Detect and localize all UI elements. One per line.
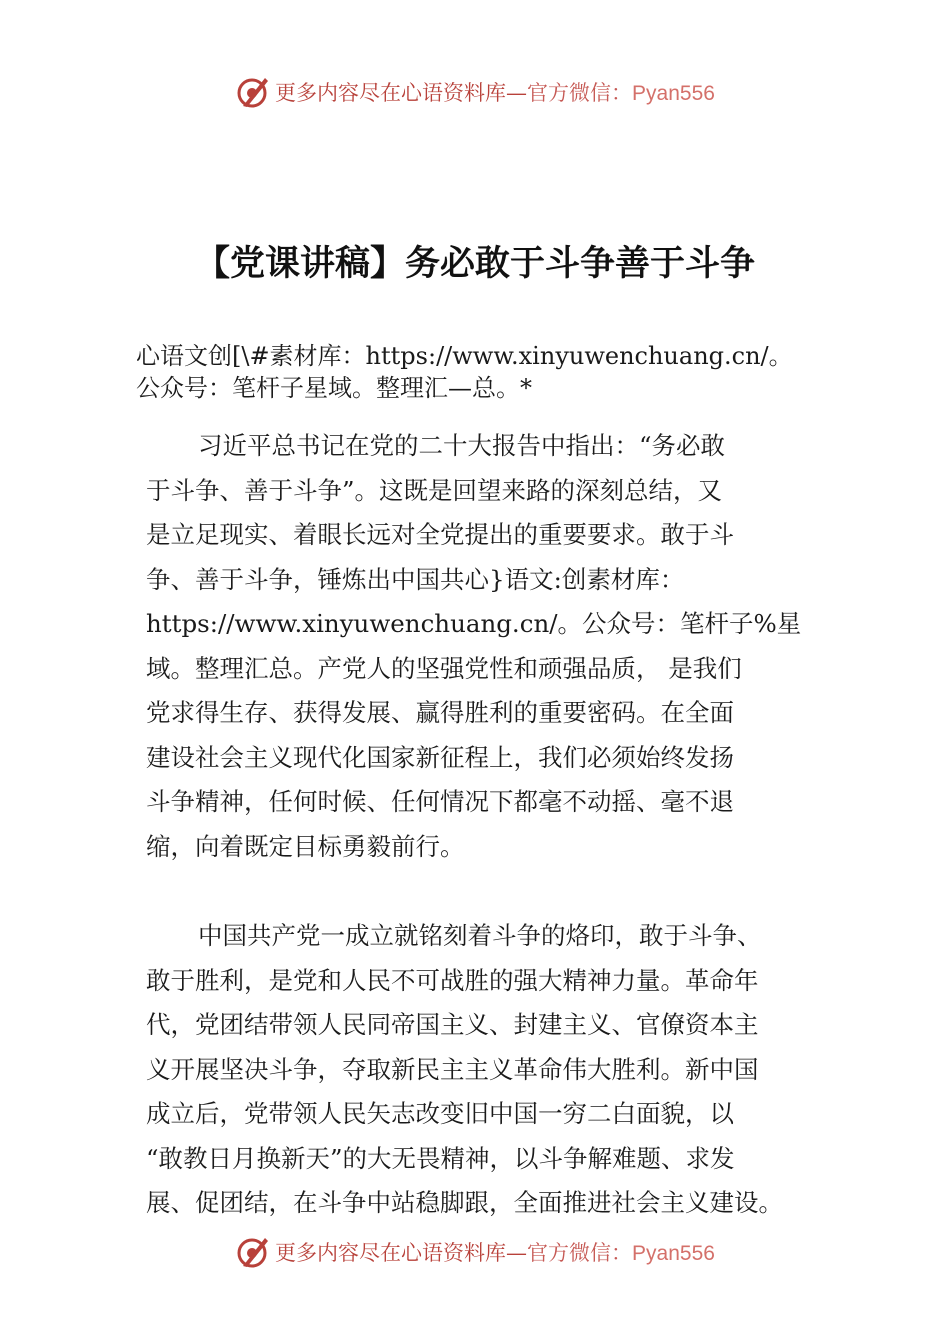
source-line: 心语文创[\#素材库：https://www.xinyuwenchuang.cn/。 xyxy=(136,342,793,370)
paragraph-line: 义开展坚决斗争，夺取新民主主义革命伟大胜利。新中国 xyxy=(146,1054,759,1084)
source-note xyxy=(136,340,836,404)
paragraph-line: https://www.xinyuwenchuang.cn/。公众号：笔杆子%星 xyxy=(146,609,802,638)
banner-main-text: 更多内容尽在心语资料库 xyxy=(275,1241,507,1265)
footer-banner xyxy=(0,1232,950,1272)
banner-account: Pyan556 xyxy=(632,82,715,105)
banner-text xyxy=(275,77,715,107)
paragraph-line: 于斗争、善于斗争”。这既是回望来路的深刻总结，又 xyxy=(146,475,723,505)
paragraph-1 xyxy=(146,424,836,869)
paragraph-line: 敢于胜利，是党和人民不可战胜的强大精神力量。革命年 xyxy=(146,965,759,995)
page-title: 【党课讲稿】务必敢于斗争善于斗争 xyxy=(194,244,755,284)
banner-separator: — xyxy=(506,1241,528,1265)
header-banner xyxy=(0,72,950,112)
banner-account: Pyan556 xyxy=(632,1242,715,1265)
banner-text xyxy=(275,1237,715,1267)
paragraph-line: 展、促团结，在斗争中站稳脚跟，全面推进社会主义建设。 xyxy=(146,1188,783,1217)
paragraph-line: 域。整理汇总。产党人的坚强党性和顽强品质， 是我们 xyxy=(146,653,742,683)
banner-separator: — xyxy=(506,81,528,105)
paragraph-line: 党求得生存、获得发展、赢得胜利的重要密码。在全面 xyxy=(146,698,734,727)
source-line: 公众号：笔杆子星域。整理汇—总。* xyxy=(136,374,532,402)
paragraph-line: 代，党团结带领人民同帝国主义、封建主义、官僚资本主 xyxy=(146,1010,759,1039)
banner-wechat-label: 官方微信： xyxy=(527,1241,633,1265)
paragraph-line: 争、善于斗争，锤炼出中国共心}语文:创素材库： xyxy=(146,564,685,594)
paragraph-line: 建设社会主义现代化国家新征程上，我们必须始终发扬 xyxy=(146,742,734,772)
paragraph-line: “敢教日月换新天”的大无畏精神，以斗争解难题、求发 xyxy=(146,1143,735,1173)
quill-circle-logo-icon xyxy=(235,74,271,110)
paragraph-line: 习近平总书记在党的二十大报告中指出：“务必敢 xyxy=(198,431,726,460)
banner-main-text: 更多内容尽在心语资料库 xyxy=(275,81,507,105)
quill-circle-logo-icon xyxy=(235,1234,271,1270)
paragraph-line: 中国共产党一成立就铭刻着斗争的烙印，敢于斗争、 xyxy=(198,921,762,950)
paragraph-line: 是立足现实、着眼长远对全党提出的重要要求。敢于斗 xyxy=(146,520,734,549)
paragraph-line: 斗争精神，任何时候、任何情况下都毫不动摇、毫不退 xyxy=(146,787,734,816)
banner-wechat-label: 官方微信： xyxy=(527,81,633,105)
paragraph-2 xyxy=(146,914,836,1226)
paragraph-line: 成立后，党带领人民矢志改变旧中国一穷二白面貌，以 xyxy=(146,1099,734,1128)
paragraph-line: 缩，向着既定目标勇毅前行。 xyxy=(146,831,465,861)
